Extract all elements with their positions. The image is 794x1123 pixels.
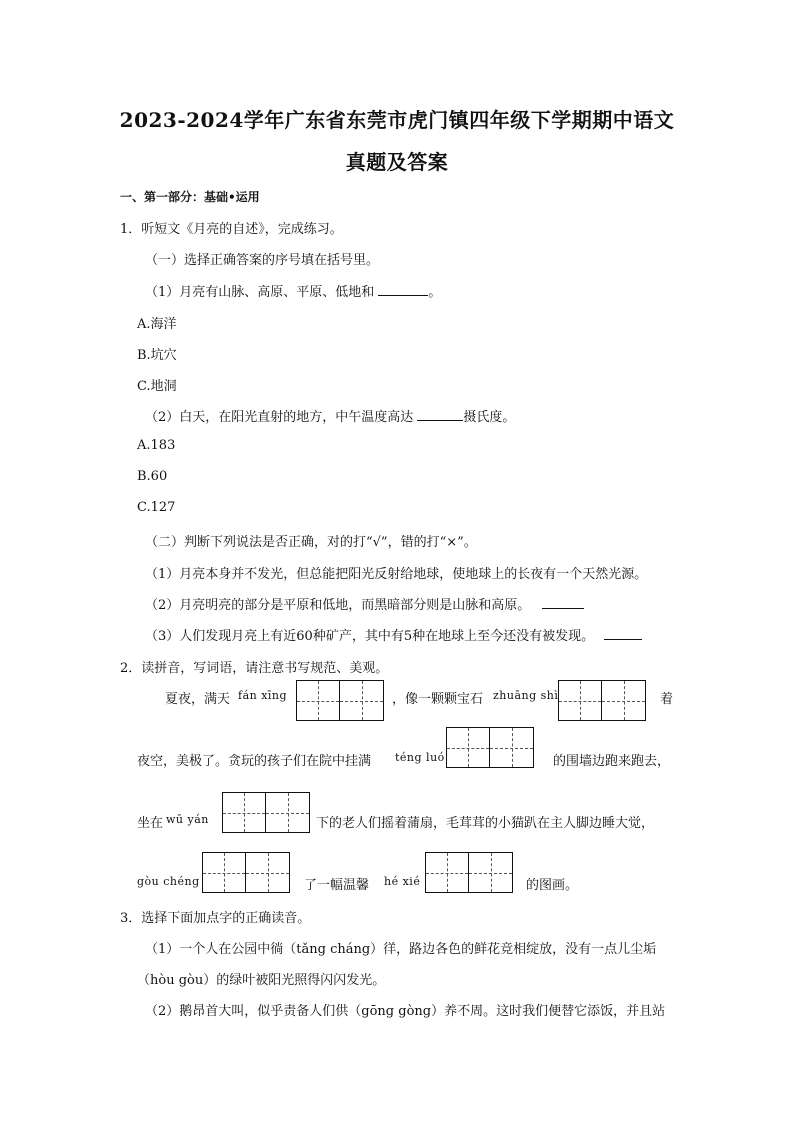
writing-grid[interactable] [296, 680, 384, 721]
question-1-stem: 1．听短文《月亮的自述》，完成练习。 [120, 222, 343, 237]
grid-cell[interactable] [223, 793, 266, 832]
document-title-line2: 真题及答案 [345, 150, 449, 174]
writing-grid[interactable] [202, 852, 290, 893]
answer-blank[interactable] [542, 596, 584, 609]
q3-sentence-1a: （1）一个人在公园中徜（tǎng cháng）徉，路边各色的鲜花竞相绽放，没有一点儿尘垢 [145, 942, 657, 957]
q2-text: 的图画。 [526, 878, 579, 893]
q3-sentence-2: （2）鹅昂首大叫，似乎责备人们供（gōng gòng）养不周。这时我们便替它添饭，并且站 [145, 1004, 666, 1019]
pinyin-fan-xing: fán xīng [238, 689, 288, 702]
q2-text: 下的老人们摇着蒲扇，毛茸茸的小猫趴在主人脚边睡大觉， [316, 816, 655, 831]
pinyin-he-xie: hé xié [384, 875, 421, 888]
section-heading: 一、第一部分：基础•运用 [120, 190, 260, 204]
writing-grid[interactable] [222, 792, 310, 833]
q2-text: 了一幅温馨 [304, 878, 370, 893]
option-b: B.60 [137, 469, 168, 484]
grid-cell[interactable] [203, 853, 246, 892]
q1-sub1-text: （1）月亮有山脉、高原、平原、低地和 [145, 285, 375, 300]
q1-judge-2 [145, 594, 584, 613]
q1-sub2 [145, 406, 515, 425]
q2-text: 坐在 [137, 816, 164, 831]
option-a: A.海洋 [137, 317, 177, 332]
q3-sentence-1b: （hòu gòu）的绿叶被阳光照得闪闪发光。 [137, 973, 386, 988]
grid-cell[interactable] [490, 728, 533, 767]
writing-grid[interactable] [446, 727, 534, 768]
answer-blank[interactable] [604, 627, 642, 640]
pinyin-gou-cheng: gòu chéng [137, 875, 200, 888]
q1-sub1-end: 。 [428, 285, 442, 300]
q2-text: 夏夜，满天 [165, 692, 231, 707]
writing-grid[interactable] [425, 852, 513, 893]
answer-blank[interactable] [417, 408, 463, 421]
grid-cell[interactable] [469, 853, 512, 892]
option-c: C.地洞 [137, 379, 177, 394]
grid-cell[interactable] [246, 853, 289, 892]
option-c: C.127 [137, 500, 176, 515]
grid-cell[interactable] [297, 681, 340, 720]
grid-cell[interactable] [447, 728, 490, 767]
q1-sub2-end: 摄氏度。 [463, 410, 516, 425]
document-title-line1: 2023-2024学年广东省东莞市虎门镇四年级下学期期中语文 [119, 108, 675, 132]
q2-text: ，像一颗颗宝石 [392, 692, 484, 707]
grid-cell[interactable] [426, 853, 469, 892]
pinyin-teng-luo: téng luó [395, 751, 445, 764]
question-2-stem: 2．读拼音，写词语，请注意书写规范、美观。 [120, 661, 389, 676]
pinyin-zhuang-shi: zhuāng shì [493, 689, 559, 702]
q2-text: 的围墙边跑来跑去， [553, 754, 671, 769]
q1-judge-1: （1）月亮本身并不发光，但总能把阳光反射给地球，使地球上的长夜有一个天然光源。 [145, 567, 648, 582]
grid-cell[interactable] [559, 681, 602, 720]
option-a: A.183 [137, 438, 176, 453]
option-b: B.坑穴 [137, 348, 177, 363]
question-3-stem: 3．选择下面加点字的正确读音。 [120, 911, 311, 926]
grid-cell[interactable] [266, 793, 309, 832]
q1-judge-2-text: （2）月亮明亮的部分是平原和低地，而黑暗部分则是山脉和高原。 [145, 598, 531, 613]
q1-judge-3 [145, 625, 642, 644]
grid-cell[interactable] [340, 681, 383, 720]
grid-cell[interactable] [602, 681, 645, 720]
q1-part1-heading: （一）选择正确答案的序号填在括号里。 [145, 253, 380, 268]
q1-part2-heading: （二）判断下列说法是否正确，对的打“√”，错的打“×”。 [145, 535, 477, 550]
q2-text: 夜空，美极了。贪玩的孩子们在院中挂满 [137, 754, 372, 769]
q2-text: 着 [660, 692, 674, 707]
pinyin-wu-yan: wū yán [166, 813, 209, 826]
q1-judge-3-text: （3）人们发现月亮上有近60种矿产，其中有5种在地球上至今还没有被发现。 [145, 629, 595, 644]
answer-blank[interactable] [378, 283, 428, 296]
writing-grid[interactable] [558, 680, 646, 721]
q1-sub1 [145, 281, 441, 300]
q1-sub2-text: （2）白天，在阳光直射的地方，中午温度高达 [145, 410, 414, 425]
